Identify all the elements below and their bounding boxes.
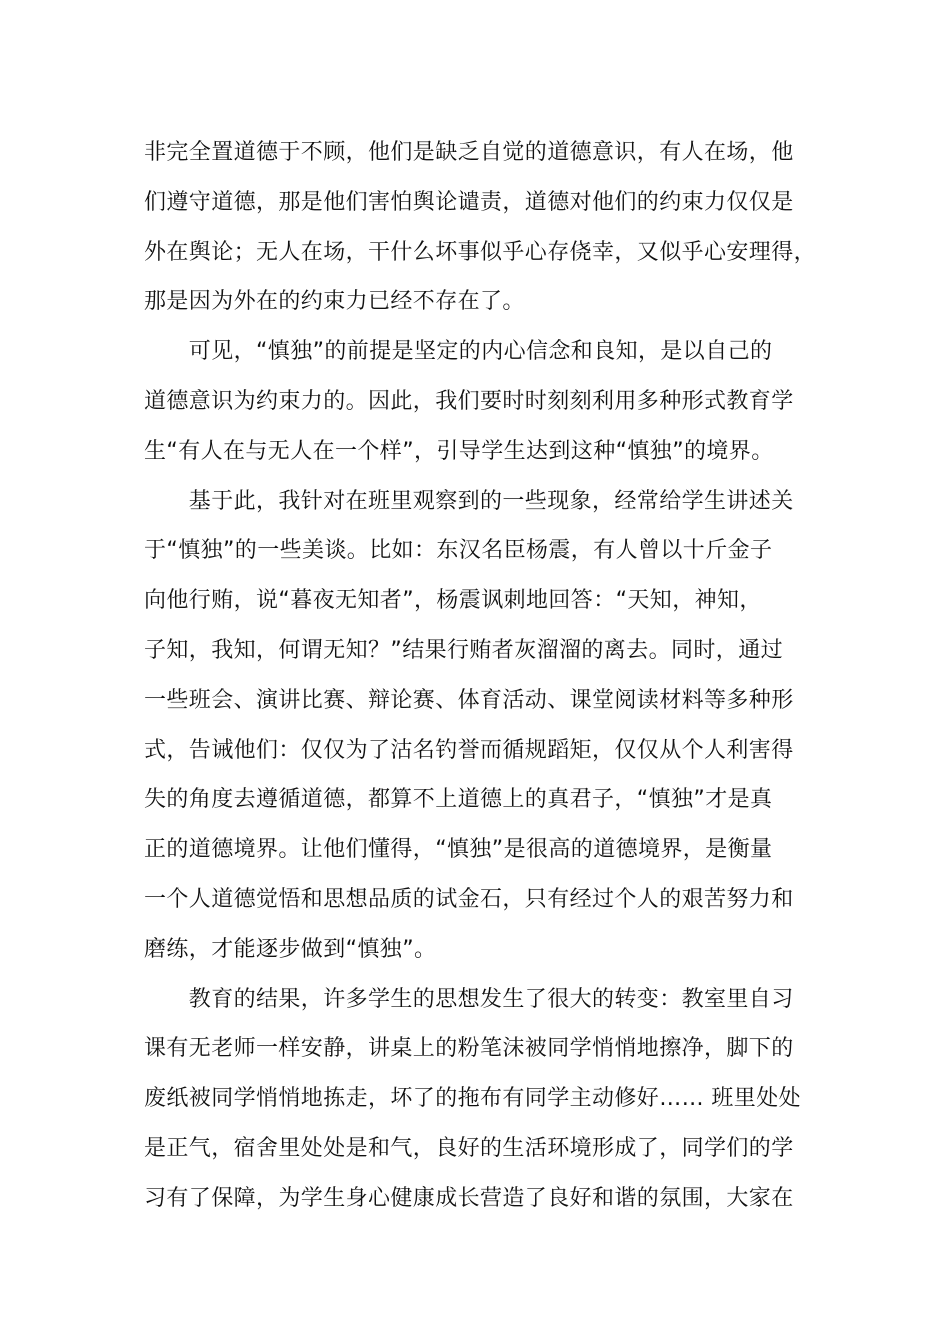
text-line: 道德意识为约束力的。因此，我们要时时刻刻利用多种形式教育学 xyxy=(144,388,794,414)
text-line: 一些班会、演讲比赛、辩论赛、体育活动、课堂阅读材料等多种形 xyxy=(144,687,794,713)
text-line: 一个人道德觉悟和思想品质的试金石，只有经过个人的艰苦努力和 xyxy=(144,886,794,912)
text-line: 们遵守道德，那是他们害怕舆论谴责，道德对他们的约束力仅仅是 xyxy=(144,189,794,215)
paragraph-start-line: 教育的结果，许多学生的思想发生了很大的转变：教室里自习 xyxy=(144,986,794,1012)
paragraph-start-line: 可见，“慎独”的前提是坚定的内心信念和良知，是以自己的 xyxy=(144,339,773,365)
text-line: 外在舆论；无人在场，干什么坏事似乎心存侥幸，又似乎心安理得， xyxy=(144,239,817,265)
paragraph-start-line: 基于此，我针对在班里观察到的一些现象，经常给学生讲述关 xyxy=(144,488,794,514)
text-line: 生“有人在与无人在一个样”，引导学生达到这种“慎独”的境界。 xyxy=(144,438,774,464)
text-line: 是正气，宿舍里处处是和气，良好的生活环境形成了，同学们的学 xyxy=(144,1135,794,1161)
text-line: 废纸被同学悄悄地拣走，坏了的拖布有同学主动修好…… 班里处处 xyxy=(144,1086,801,1112)
text-line: 正的道德境界。让他们懂得，“慎独”是很高的道德境界，是衡量 xyxy=(144,837,773,863)
text-line: 子知，我知，何谓无知？”结果行贿者灰溜溜的离去。同时，通过 xyxy=(144,637,783,663)
text-line: 非完全置道德于不顾，他们是缺乏自觉的道德意识，有人在场，他 xyxy=(144,140,794,165)
text-line: 于“慎独”的一些美谈。比如：东汉名臣杨震，有人曾以十斤金子 xyxy=(144,538,773,564)
text-line: 课有无老师一样安静，讲桌上的粉笔沫被同学悄悄地擦净，脚下的 xyxy=(144,1036,794,1062)
text-line: 习有了保障，为学生身心健康成长营造了良好和谐的氛围，大家在 xyxy=(144,1185,794,1211)
text-line: 那是因为外在的约束力已经不存在了。 xyxy=(144,289,525,315)
text-line: 失的角度去遵循道德，都算不上道德上的真君子，“慎独”才是真 xyxy=(144,787,773,813)
text-line: 磨练，才能逐步做到“慎独”。 xyxy=(144,936,437,962)
document-body xyxy=(144,128,816,1224)
text-line: 向他行贿，说“暮夜无知者”，杨震讽刺地回答：“天知，神知， xyxy=(144,588,762,614)
text-line: 式，告诫他们：仅仅为了沽名钓誉而循规蹈矩，仅仅从个人利害得 xyxy=(144,737,794,763)
